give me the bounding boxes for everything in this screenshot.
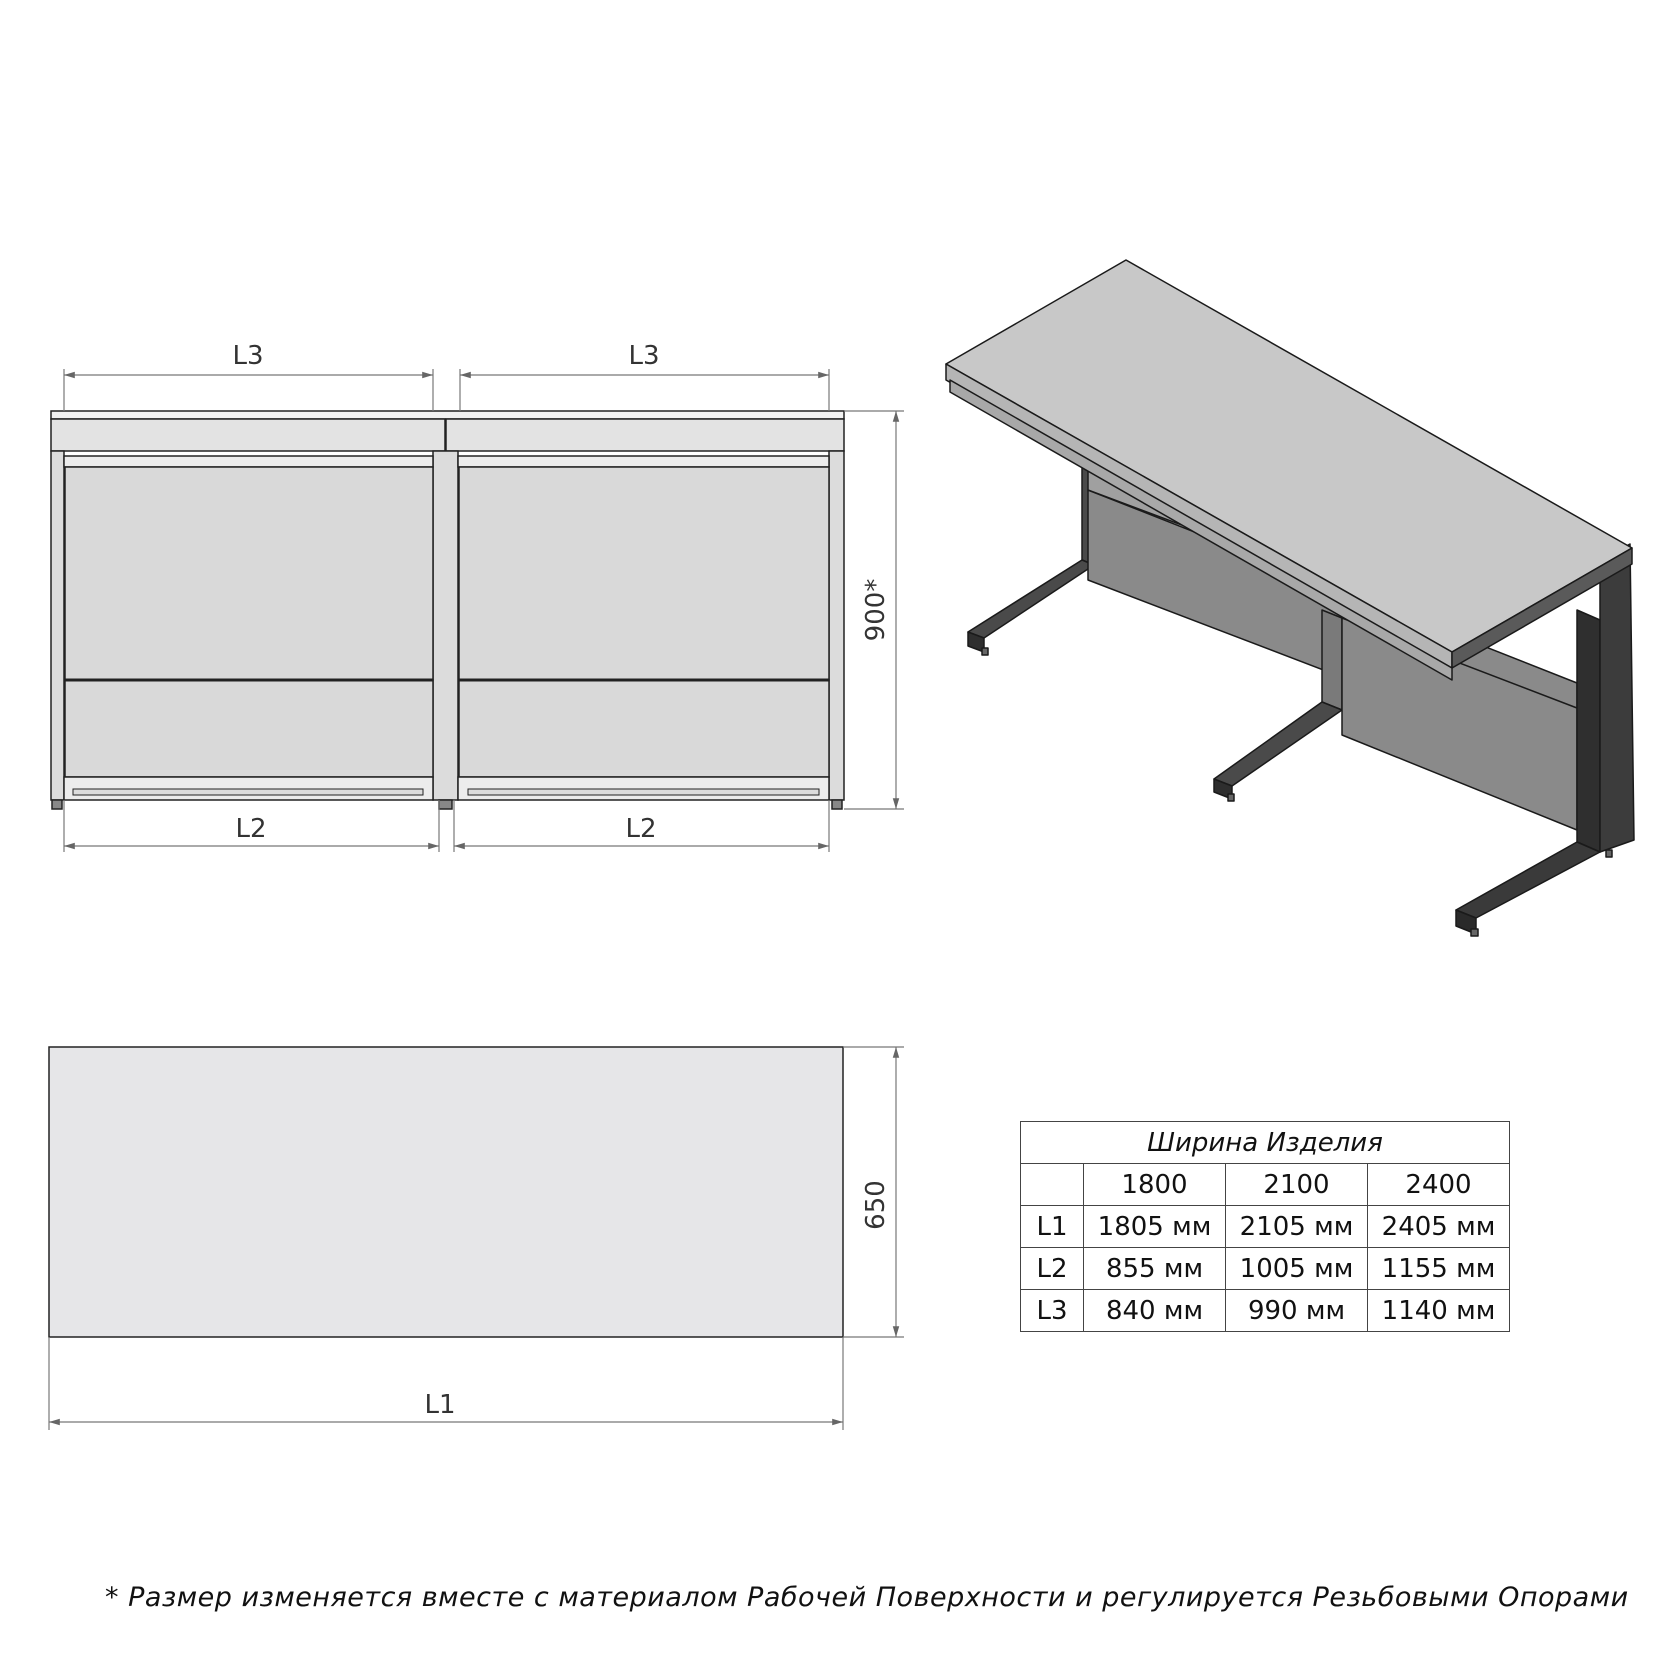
dim-label-top-left: L3	[232, 341, 264, 371]
front-tabletop	[51, 411, 844, 419]
iso-leg-middle	[1322, 610, 1342, 710]
table-cell: 855 мм	[1084, 1248, 1226, 1290]
table-row-label: L3	[1021, 1290, 1084, 1332]
table-cell: 2105 мм	[1226, 1206, 1368, 1248]
table-row	[1021, 1248, 1510, 1290]
front-apron-left	[51, 419, 445, 451]
dim-label-height: 900*	[861, 578, 891, 642]
isometric-view	[946, 260, 1634, 936]
table-row	[1021, 1206, 1510, 1248]
iso-foot-bar-back-left	[968, 560, 1094, 638]
dim-label-bottom-right: L2	[625, 814, 657, 844]
front-apron-right	[446, 419, 844, 451]
table-cell: 1155 мм	[1368, 1248, 1510, 1290]
table-cell: 1805 мм	[1084, 1206, 1226, 1248]
dim-label-width: L1	[424, 1390, 456, 1420]
top-view-surface	[49, 1047, 843, 1337]
front-panel-left-lower	[65, 680, 433, 777]
front-view	[51, 411, 844, 809]
front-foot-3	[832, 800, 842, 809]
table-col-header: 2400	[1368, 1164, 1510, 1206]
front-leg-right	[829, 451, 844, 800]
table-col-header: 2100	[1226, 1164, 1368, 1206]
top-view	[49, 1047, 843, 1337]
table-row	[1021, 1290, 1510, 1332]
table-cell: 1005 мм	[1226, 1248, 1368, 1290]
front-foot-1	[52, 800, 62, 809]
table-cell: 990 мм	[1226, 1290, 1368, 1332]
front-rail-right	[458, 456, 829, 467]
iso-leg-right	[1577, 610, 1600, 852]
iso-foot-bar-right	[1456, 842, 1600, 918]
iso-side-panel-right	[1600, 544, 1634, 852]
dim-label-bottom-left: L2	[235, 814, 267, 844]
iso-foot-bar-middle	[1214, 702, 1342, 786]
front-panel-left-upper	[65, 467, 433, 680]
front-rail-left	[64, 456, 433, 467]
table-col-header: 1800	[1084, 1164, 1226, 1206]
dim-label-top-right: L3	[628, 341, 660, 371]
table-header-row	[1021, 1164, 1510, 1206]
table-cell: 840 мм	[1084, 1290, 1226, 1332]
table-cell: 2405 мм	[1368, 1206, 1510, 1248]
table-title: Ширина Изделия	[1021, 1122, 1510, 1164]
footnote: * Размер изменяется вместе с материалом Рабочей Поверхности и регулируется Резьбовыми Опорами	[105, 1582, 1629, 1613]
table-row-label: L2	[1021, 1248, 1084, 1290]
front-panel-right-lower	[459, 680, 829, 777]
front-leg-middle	[433, 451, 458, 800]
front-leg-left	[51, 451, 64, 800]
front-foot-2	[439, 800, 452, 809]
front-panel-right-upper	[459, 467, 829, 680]
table-title-row	[1021, 1122, 1510, 1164]
spec-table	[1020, 1121, 1510, 1332]
table-cell: 1140 мм	[1368, 1290, 1510, 1332]
table-row-label: L1	[1021, 1206, 1084, 1248]
dim-label-depth: 650	[861, 1180, 891, 1230]
table-corner-cell	[1021, 1164, 1084, 1206]
